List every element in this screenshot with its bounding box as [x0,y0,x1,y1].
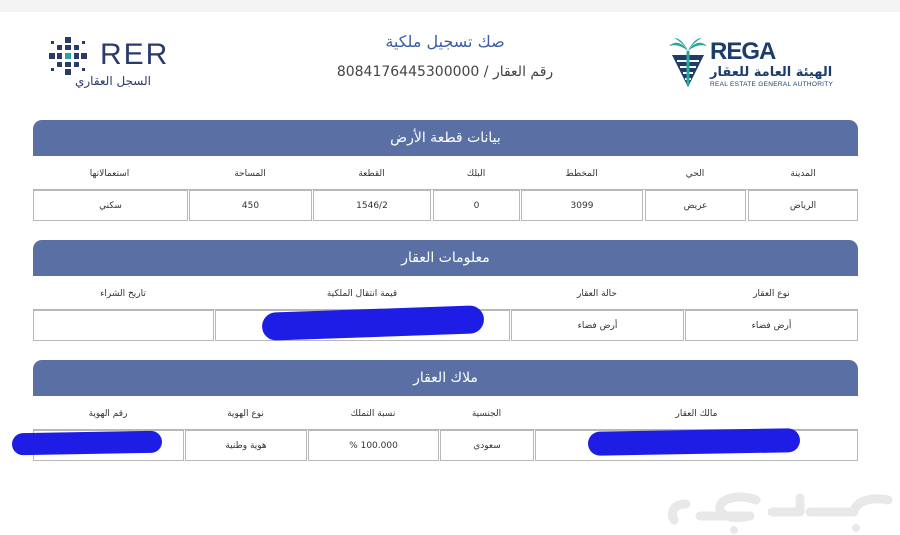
col-header-city: المدينة [790,169,816,179]
haraj-watermark-logo [660,490,900,535]
col-header-purchase-date: تاريخ الشراء [100,289,146,299]
deed-document [0,12,900,535]
value-id-type: هوية وطنية [185,430,307,461]
value-plot: 1546/2 [313,190,431,221]
col-header-property-type: نوع العقار [753,289,790,299]
land-plot-section [33,120,858,222]
col-header-transfer-value: قيمة انتقال الملكية [326,289,398,299]
col-header-usage: استعمالاتها [89,169,130,179]
value-purchase-date [33,310,214,341]
value-area: 450 [189,190,312,221]
col-header-plot: القطعة [358,169,385,179]
rer-arabic-name: السجل العقاري [74,74,152,88]
rega-arabic-name: الهيئة العامة للعقار [710,65,833,80]
rer-emblem-icon [48,36,88,76]
col-header-nationality: الجنسية [471,409,502,419]
rega-wordmark [710,39,850,90]
document-title: صك تسجيل ملكية [385,32,505,51]
property-number-line [330,64,560,80]
property-number-label: رقم العقار / [483,64,554,80]
land-header-row [33,158,858,190]
value-block: 0 [433,190,520,221]
col-header-ownership-share: نسبة التملك [350,409,396,419]
col-header-district: الحي [685,169,705,179]
value-plan: 3099 [521,190,643,221]
value-district: عريض [645,190,746,221]
palm-tree-icon [668,37,708,89]
rega-logo [668,37,848,97]
value-usage: سكني [33,190,188,221]
col-header-id-number: رقم الهوية [88,409,128,419]
value-property-status: أرض فضاء [511,310,684,341]
haraj-watermark [660,490,900,535]
col-header-area: المساحة [234,169,266,179]
value-ownership-share: 100.000 % [308,430,439,461]
value-property-type: أرض فضاء [685,310,858,341]
land-plot-section-title: بيانات قطعة الأرض [33,120,858,156]
col-header-block: البلك [466,169,486,179]
land-value-row [33,190,858,221]
col-header-id-type: نوع الهوية [227,409,264,419]
rega-english-name: REAL ESTATE GENERAL AUTHORITY [710,81,834,88]
value-city: الرياض [748,190,858,221]
owners-header-row [33,398,858,430]
rer-name: RER [100,38,170,71]
property-info-section-title: معلومات العقار [33,240,858,276]
value-nationality: سعودي [440,430,534,461]
redaction-id-number [12,431,162,456]
document-header [0,12,900,117]
col-header-owner: مالك العقار [675,409,718,419]
redaction-owner-name [588,428,800,456]
rer-logo [48,36,183,96]
property-header-row [33,278,858,310]
owners-section-title: ملاك العقار [33,360,858,396]
property-number: 8084176445300000 [336,64,480,80]
col-header-property-status: حالة العقار [577,289,617,299]
rega-name: REGA [710,38,776,65]
col-header-plan: المخطط [565,169,598,179]
